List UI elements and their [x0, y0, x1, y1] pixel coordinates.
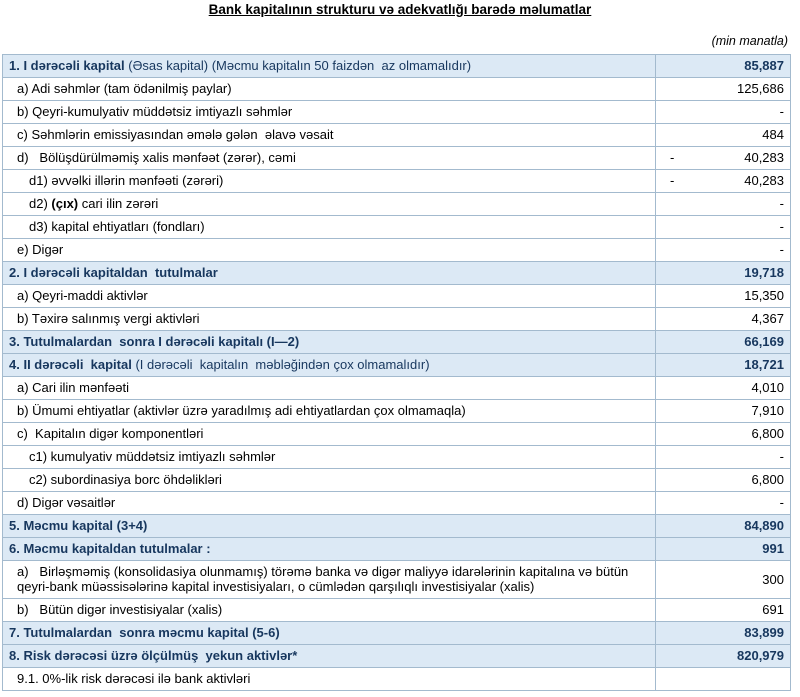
row-value-cell [656, 101, 791, 124]
row-label-part: c) Kapitalın digər komponentləri [17, 426, 204, 441]
row-label-part: c) Səhmlərin emissiyasından əmələ gələn əlavə vəsait [17, 127, 334, 142]
row-value-wrap [662, 495, 784, 510]
row-label-cell [3, 668, 656, 691]
row-value-wrap [662, 196, 784, 211]
row-value-cell [656, 354, 791, 377]
row-label-part: cari ilin zərəri [78, 196, 159, 211]
row-label-part: (I dərəcəli kapitalın məbləğindən çox olmamalıdır) [131, 357, 430, 372]
capital-structure-table [2, 54, 791, 691]
row-value-wrap [662, 265, 784, 280]
row-amount: 83,899 [744, 625, 784, 640]
negative-sign: - [670, 173, 675, 188]
row-value-cell [656, 561, 791, 599]
table-row [3, 101, 791, 124]
row-amount: 991 [762, 541, 784, 556]
table-row [3, 216, 791, 239]
row-value-cell [656, 331, 791, 354]
row-value-wrap [662, 541, 784, 556]
row-amount: 125,686 [737, 81, 784, 96]
row-amount: 85,887 [744, 58, 784, 73]
row-label-part: 2. I dərəcəli kapitaldan tutulmalar [9, 265, 218, 280]
row-amount: - [779, 242, 784, 257]
table-row [3, 538, 791, 561]
table-row [3, 170, 791, 193]
row-value-wrap [662, 472, 784, 487]
table-row [3, 331, 791, 354]
row-label-part: b) Bütün digər investisiyalar (xalis) [17, 602, 223, 617]
row-value-cell [656, 262, 791, 285]
row-value-wrap [662, 403, 784, 418]
row-label-part: (Əsas kapital) (Məcmu kapitalın 50 faizdən az olmamalıdır) [124, 58, 472, 73]
row-label-cell [3, 354, 656, 377]
row-value-wrap [662, 81, 784, 96]
row-label-part: 1. I dərəcəli kapital [9, 58, 125, 73]
row-label-cell [3, 446, 656, 469]
row-value-cell [656, 668, 791, 691]
row-value-wrap [662, 625, 784, 640]
row-value-cell [656, 193, 791, 216]
row-label-cell [3, 55, 656, 78]
table-row [3, 561, 791, 599]
row-label-cell [3, 78, 656, 101]
row-value-wrap [662, 380, 784, 395]
row-amount: - [779, 449, 784, 464]
row-value-cell [656, 147, 791, 170]
row-amount: 66,169 [744, 334, 784, 349]
row-value-wrap [662, 242, 784, 257]
row-label-part: 9.1. 0%-lik risk dərəcəsi ilə bank aktivləri [17, 671, 251, 686]
row-value-cell [656, 599, 791, 622]
row-label-part: a) Cari ilin mənfəəti [17, 380, 129, 395]
row-label-cell [3, 170, 656, 193]
row-label-part: (çıx) [51, 196, 79, 211]
table-row [3, 262, 791, 285]
page-title: Bank kapitalının strukturu və adekvatlığı barədə məlumatlar [208, 2, 592, 17]
row-label-part: b) Ümumi ehtiyatlar (aktivlər üzrə yaradılmış adi ehtiyatlardan çox olmamaqla) [17, 403, 466, 418]
row-label-cell [3, 645, 656, 668]
row-label-part: b) Qeyri-kumulyativ müddətsiz imtiyazlı səhmlər [17, 104, 293, 119]
row-label-cell [3, 599, 656, 622]
row-label-cell [3, 561, 656, 599]
table-row [3, 55, 791, 78]
row-value-cell [656, 400, 791, 423]
row-value-cell [656, 446, 791, 469]
row-label-part: a) Qeyri-maddi aktivlər [17, 288, 148, 303]
row-label-part: d3) kapital ehtiyatları (fondları) [29, 219, 205, 234]
row-value-cell [656, 469, 791, 492]
row-label-cell [3, 101, 656, 124]
row-label-cell [3, 423, 656, 446]
row-label-cell [3, 469, 656, 492]
row-amount: 84,890 [744, 518, 784, 533]
row-value-cell [656, 285, 791, 308]
row-label-part: b) Təxirə salınmış vergi aktivləri [17, 311, 200, 326]
row-label-cell [3, 331, 656, 354]
row-label-part: 3. Tutulmalardan sonra I dərəcəli kapitalı (I—2) [9, 334, 300, 349]
row-amount: - [779, 104, 784, 119]
row-amount: 484 [762, 127, 784, 142]
row-value-cell [656, 124, 791, 147]
row-amount: 19,718 [744, 265, 784, 280]
table-row [3, 239, 791, 262]
table-row [3, 285, 791, 308]
row-amount: - [779, 219, 784, 234]
row-label-part: 5. Məcmu kapital (3+4) [9, 518, 148, 533]
table-row [3, 124, 791, 147]
row-value-wrap [662, 648, 784, 663]
table-row [3, 377, 791, 400]
row-label-part: d1) əvvəlki illərin mənfəəti (zərəri) [29, 173, 224, 188]
table-row [3, 193, 791, 216]
row-value-wrap [662, 518, 784, 533]
row-amount: 4,367 [751, 311, 784, 326]
row-value-wrap [662, 58, 784, 73]
row-label-cell [3, 216, 656, 239]
row-label-cell [3, 377, 656, 400]
row-label-cell [3, 308, 656, 331]
table-row [3, 492, 791, 515]
row-value-wrap [662, 357, 784, 372]
row-value-cell [656, 216, 791, 239]
row-value-wrap [662, 219, 784, 234]
row-label-part: d) Digər vəsaitlər [17, 495, 116, 510]
row-value-wrap [662, 288, 784, 303]
table-row [3, 423, 791, 446]
row-value-wrap [662, 334, 784, 349]
row-value-cell [656, 538, 791, 561]
row-amount: 300 [762, 571, 784, 587]
row-label-part: d) Bölüşdürülməmiş xalis mənfəət (zərər), cəmi [17, 150, 296, 165]
row-amount: 6,800 [751, 426, 784, 441]
row-label-cell [3, 147, 656, 170]
row-value-wrap [662, 572, 784, 587]
row-value-cell [656, 308, 791, 331]
table-row [3, 78, 791, 101]
row-value-wrap [662, 602, 784, 617]
row-label-part: 6. Məcmu kapitaldan tutulmalar : [9, 541, 211, 556]
table-row [3, 446, 791, 469]
row-value-cell [656, 239, 791, 262]
row-amount: 820,979 [737, 648, 784, 663]
row-amount: - [779, 196, 784, 211]
row-label-cell [3, 400, 656, 423]
row-value-wrap [662, 173, 784, 188]
row-label-cell [3, 193, 656, 216]
row-label-cell [3, 239, 656, 262]
row-amount: 40,283 [744, 150, 784, 165]
row-label-part: e) Digər [17, 242, 64, 257]
row-value-wrap [662, 150, 784, 165]
row-label-cell [3, 262, 656, 285]
negative-sign: - [670, 150, 675, 165]
row-value-cell [656, 55, 791, 78]
row-value-wrap [662, 104, 784, 119]
table-row [3, 622, 791, 645]
table-row [3, 354, 791, 377]
row-label-part: 4. II dərəcəli kapital [9, 357, 132, 372]
row-value-cell [656, 170, 791, 193]
row-label-cell [3, 538, 656, 561]
row-label-part: d2) [29, 196, 52, 211]
row-value-cell [656, 492, 791, 515]
table-row [3, 599, 791, 622]
row-value-cell [656, 645, 791, 668]
row-amount: 15,350 [744, 288, 784, 303]
unit-note: (min manatla) [711, 34, 788, 48]
row-label-part: 7. Tutulmalardan sonra məcmu kapital (5-6) [9, 625, 280, 640]
row-value-wrap [662, 449, 784, 464]
row-label-cell [3, 285, 656, 308]
row-value-cell [656, 515, 791, 538]
row-value-cell [656, 377, 791, 400]
row-label-cell [3, 124, 656, 147]
table-row [3, 147, 791, 170]
row-value-cell [656, 622, 791, 645]
table-row [3, 668, 791, 691]
row-label-part: a) Adi səhmlər (tam ödənilmiş paylar) [17, 81, 232, 96]
row-label-cell [3, 515, 656, 538]
row-amount: 691 [762, 602, 784, 617]
row-amount: 4,010 [751, 380, 784, 395]
table-row [3, 308, 791, 331]
row-value-wrap [662, 426, 784, 441]
row-value-wrap [662, 127, 784, 142]
row-value-wrap [662, 311, 784, 326]
row-label-part: c2) subordinasiya borc öhdəlikləri [29, 472, 222, 487]
row-label-cell [3, 492, 656, 515]
row-label-part: c1) kumulyativ müddətsiz imtiyazlı səhmlər [29, 449, 276, 464]
row-label-cell [3, 622, 656, 645]
row-label-part: 8. Risk dərəcəsi üzrə ölçülmüş yekun aktivlər* [9, 648, 298, 663]
row-amount: 7,910 [751, 403, 784, 418]
table-body [3, 55, 791, 691]
table-row [3, 469, 791, 492]
row-amount: 18,721 [744, 357, 784, 372]
row-amount: 40,283 [744, 173, 784, 188]
table-row [3, 515, 791, 538]
row-value-cell [656, 423, 791, 446]
row-amount: 6,800 [751, 472, 784, 487]
table-row [3, 400, 791, 423]
row-amount: - [779, 495, 784, 510]
row-label-part: a) Birləşməmiş (konsolidasiya olunmamış) törəmə banka və digər maliyyə idarələrinin kapitalına və bütün qeyri-bank müəssisələrinə kapital investisiyaları, o cümlədən qarşılıqlı investisiyalar (xalis) [17, 564, 632, 594]
table-row [3, 645, 791, 668]
row-value-cell [656, 78, 791, 101]
